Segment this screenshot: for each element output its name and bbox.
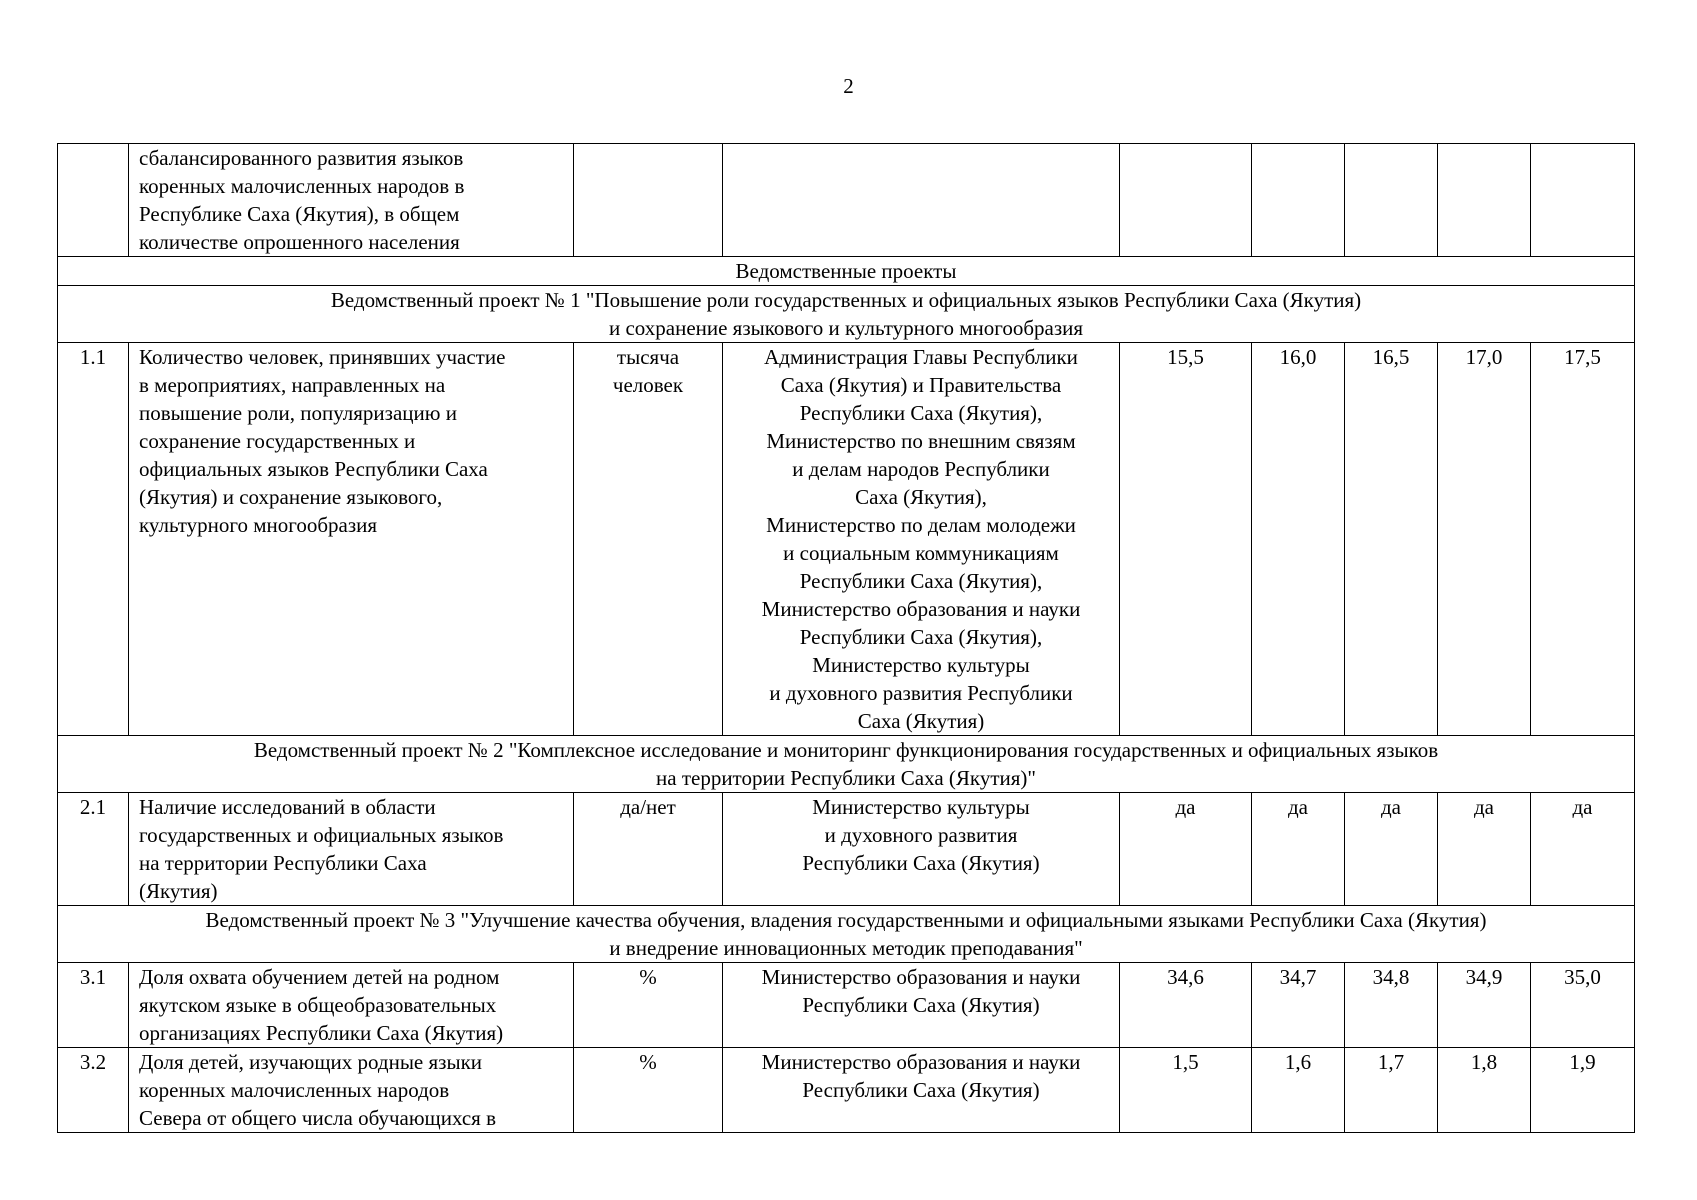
value-cell — [1438, 144, 1531, 257]
value-cell — [1531, 144, 1635, 257]
resp-line: и духовного развития Республики — [769, 681, 1073, 705]
indicator-name-cell — [129, 343, 574, 736]
indicator-name-cell — [129, 144, 574, 257]
table-row-continuation — [58, 144, 1635, 257]
name-line: Наличие исследований в области — [139, 795, 436, 819]
unit-cell — [574, 144, 723, 257]
name-line: сбалансированного развития языков — [139, 146, 464, 170]
title-line: Ведомственный проект № 3 "Улучшение качества обучения, владения государственными и официальными языками Республики Саха (Якутия) — [205, 908, 1487, 932]
resp-line: и социальным коммуникациям — [783, 541, 1059, 565]
responsible-cell — [723, 144, 1120, 257]
project-3-title — [58, 906, 1635, 963]
value-cell: 17,5 — [1531, 343, 1635, 736]
resp-line: Министерство по делам молодежи — [766, 513, 1076, 537]
unit-line: человек — [612, 373, 684, 397]
value-cell: 16,5 — [1345, 343, 1438, 736]
table-row — [58, 793, 1635, 906]
name-line: (Якутия) и сохранение языкового, — [139, 485, 443, 509]
section-header-row — [58, 257, 1635, 286]
value-cell: 16,0 — [1252, 343, 1345, 736]
resp-line: Администрация Главы Республики — [764, 345, 1078, 369]
unit-cell — [574, 343, 723, 736]
name-line: организациях Республики Саха (Якутия) — [139, 1021, 504, 1045]
name-line: на территории Республики Саха — [139, 851, 427, 875]
resp-line: Министерство культуры — [812, 653, 1030, 677]
value-cell: 1,6 — [1252, 1048, 1345, 1133]
row-number-cell: 3.2 — [58, 1048, 129, 1133]
resp-line: Республики Саха (Якутия) — [802, 1078, 1040, 1102]
resp-line: Республики Саха (Якутия), — [799, 569, 1043, 593]
value-cell: 15,5 — [1120, 343, 1252, 736]
title-line: и внедрение инновационных методик преподавания" — [609, 936, 1083, 960]
resp-line: Министерство образования и науки — [761, 1050, 1081, 1074]
value-cell: 34,7 — [1252, 963, 1345, 1048]
unit-cell — [574, 1048, 723, 1133]
responsible-cell — [723, 793, 1120, 906]
unit-line: тысяча — [616, 345, 680, 369]
name-line: государственных и официальных языков — [139, 823, 504, 847]
resp-line: Саха (Якутия) и Правительства — [780, 373, 1062, 397]
section-header: Ведомственные проекты — [58, 257, 1635, 286]
row-number-cell — [58, 144, 129, 257]
indicator-name-cell — [129, 1048, 574, 1133]
value-cell: да — [1120, 793, 1252, 906]
unit-line: % — [639, 965, 657, 989]
row-number-cell: 3.1 — [58, 963, 129, 1048]
value-cell: да — [1531, 793, 1635, 906]
project-title-row — [58, 906, 1635, 963]
unit-line: % — [639, 1050, 657, 1074]
value-cell: 34,9 — [1438, 963, 1531, 1048]
indicator-name-cell — [129, 793, 574, 906]
value-cell — [1252, 144, 1345, 257]
indicators-table — [57, 143, 1635, 1133]
unit-cell — [574, 963, 723, 1048]
resp-line: Министерство образования и науки — [761, 965, 1081, 989]
name-line: Севера от общего числа обучающихся в — [139, 1106, 497, 1130]
value-cell — [1345, 144, 1438, 257]
responsible-cell — [723, 1048, 1120, 1133]
row-number-cell: 2.1 — [58, 793, 129, 906]
value-cell: 1,8 — [1438, 1048, 1531, 1133]
indicator-name-cell — [129, 963, 574, 1048]
unit-line: да/нет — [620, 795, 676, 819]
title-line: Ведомственный проект № 1 "Повышение роли государственных и официальных языков Республики Саха (Якутия) — [330, 288, 1362, 312]
name-line: количестве опрошенного населения — [139, 230, 460, 254]
resp-line: Саха (Якутия), — [855, 485, 987, 509]
table-row — [58, 1048, 1635, 1133]
responsible-cell — [723, 963, 1120, 1048]
value-cell: 1,5 — [1120, 1048, 1252, 1133]
name-line: якутском языке в общеобразовательных — [139, 993, 497, 1017]
resp-line: Министерство по внешним связям — [766, 429, 1076, 453]
value-cell: да — [1252, 793, 1345, 906]
value-cell: 1,9 — [1531, 1048, 1635, 1133]
name-line: коренных малочисленных народов в — [139, 174, 465, 198]
project-title-row — [58, 736, 1635, 793]
name-line: Доля детей, изучающих родные языки — [139, 1050, 483, 1074]
resp-line: Саха (Якутия) — [857, 709, 985, 733]
resp-line: Республики Саха (Якутия) — [802, 851, 1040, 875]
responsible-cell — [723, 343, 1120, 736]
name-line: повышение роли, популяризацию и — [139, 401, 457, 425]
resp-line: Республики Саха (Якутия) — [802, 993, 1040, 1017]
page-number: 2 — [843, 74, 854, 98]
value-cell — [1120, 144, 1252, 257]
value-cell: 17,0 — [1438, 343, 1531, 736]
value-cell: 34,6 — [1120, 963, 1252, 1048]
value-cell: 34,8 — [1345, 963, 1438, 1048]
resp-line: Республики Саха (Якутия), — [799, 625, 1043, 649]
resp-line: и делам народов Республики — [792, 457, 1050, 481]
name-line: сохранение государственных и — [139, 429, 416, 453]
value-cell: да — [1345, 793, 1438, 906]
table-row — [58, 963, 1635, 1048]
name-line: Доля охвата обучением детей на родном — [139, 965, 500, 989]
row-number-cell: 1.1 — [58, 343, 129, 736]
name-line: официальных языков Республики Саха — [139, 457, 488, 481]
name-line: Количество человек, принявших участие — [139, 345, 506, 369]
project-1-title — [58, 286, 1635, 343]
resp-line: и духовного развития — [824, 823, 1018, 847]
resp-line: Республики Саха (Якутия), — [799, 401, 1043, 425]
name-line: в мероприятиях, направленных на — [139, 373, 446, 397]
title-line: Ведомственный проект № 2 "Комплексное исследование и мониторинг функционирования государственных и официальных языков — [253, 738, 1439, 762]
title-line: на территории Республики Саха (Якутия)" — [656, 766, 1036, 790]
project-title-row — [58, 286, 1635, 343]
value-cell: 1,7 — [1345, 1048, 1438, 1133]
name-line: культурного многообразия — [139, 513, 378, 537]
resp-line: Министерство образования и науки — [761, 597, 1081, 621]
name-line: (Якутия) — [139, 879, 218, 903]
title-line: и сохранение языкового и культурного многообразия — [608, 316, 1084, 340]
name-line: Республике Саха (Якутия), в общем — [139, 202, 460, 226]
project-2-title — [58, 736, 1635, 793]
value-cell: 35,0 — [1531, 963, 1635, 1048]
resp-line: Министерство культуры — [812, 795, 1030, 819]
name-line: коренных малочисленных народов — [139, 1078, 450, 1102]
table-row — [58, 343, 1635, 736]
unit-cell — [574, 793, 723, 906]
value-cell: да — [1438, 793, 1531, 906]
